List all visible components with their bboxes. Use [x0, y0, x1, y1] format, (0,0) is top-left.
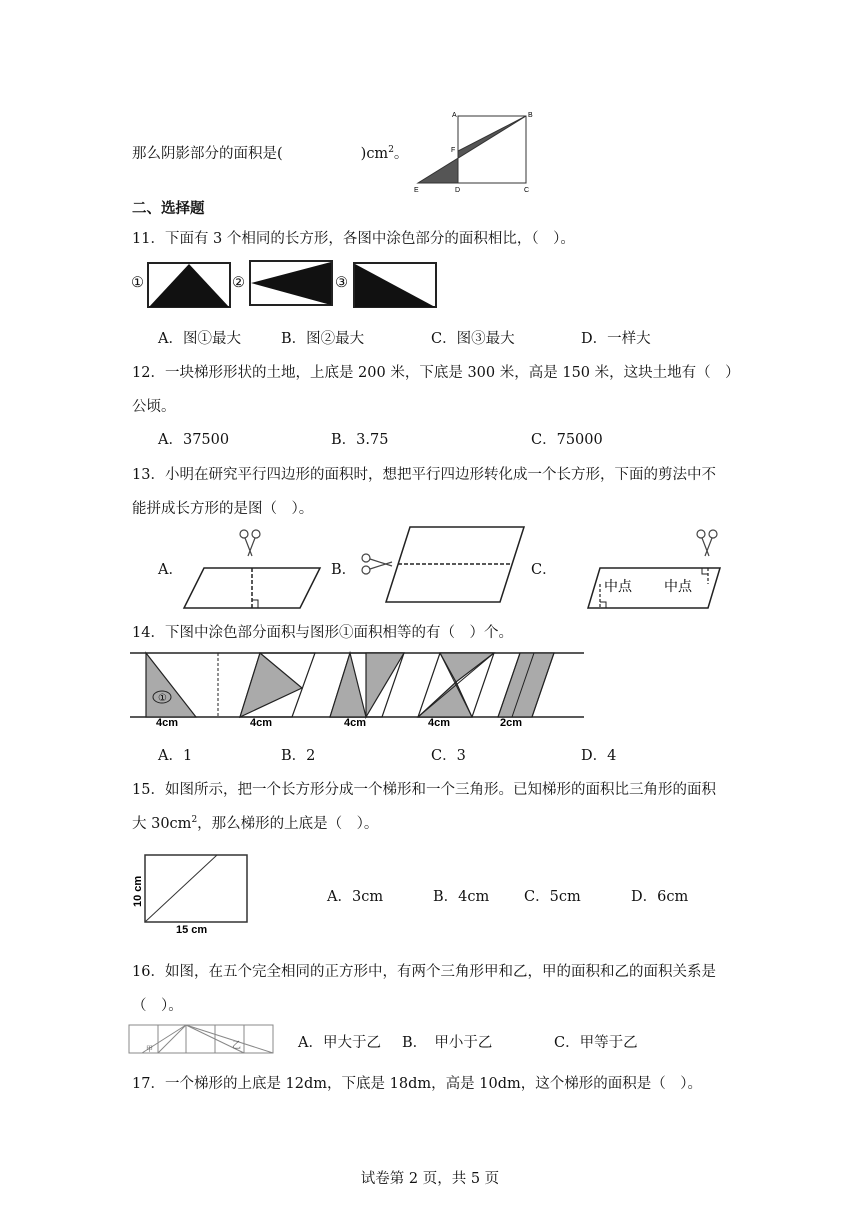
q12-option-a: A．37500 [158, 432, 230, 448]
midpoint-label-1: 中点 [604, 578, 632, 594]
q14-option-b: B．2 [281, 748, 316, 764]
q15-stem-line1: 15．如图所示，把一个长方形分成一个梯形和一个三角形。已知梯形的面积比三角形的面积 [132, 782, 716, 798]
q11-rect-1 [147, 262, 231, 308]
q11-fig-label-3: ③ [335, 275, 348, 291]
midpoint-label-2: 中点 [664, 578, 692, 594]
q14-option-a: A．1 [158, 748, 193, 764]
q15-option-b: B．4cm [433, 889, 490, 905]
label-c: C [524, 187, 530, 192]
q15-option-c: C．5cm [524, 889, 581, 905]
base-label-2: 4cm [250, 717, 273, 728]
q12-stem-line1: 12．一块梯形形状的土地，上底是 200 米，下底是 300 米，高是 150 米，这块土地有（ ） [132, 365, 740, 381]
height-label: 10 cm [132, 875, 144, 907]
q11-rect-2 [249, 260, 333, 306]
q13-stem-line2: 能拼成长方形的是图（ ）。 [132, 501, 314, 517]
q12-option-c: C．75000 [531, 432, 603, 448]
q15-figure [128, 850, 252, 936]
q12-option-b: B．3.75 [331, 432, 389, 448]
q14-option-c: C．3 [431, 748, 466, 764]
scissors-icon [240, 530, 260, 556]
q16-figure [128, 1024, 276, 1056]
q14-stem: 14．下图中涂色部分面积与图形①面积相等的有（ ）个。 [132, 625, 513, 641]
q13-option-c: C． [531, 562, 557, 578]
width-label: 15 cm [176, 924, 208, 936]
q11-option-c: C．图③最大 [431, 331, 515, 347]
triangle-yi-label: 乙 [232, 1040, 242, 1050]
q11-option-d: D．一样大 [581, 331, 651, 347]
q15-option-d: D．6cm [631, 889, 689, 905]
label-d: D [455, 187, 461, 192]
base-label-1: 4cm [156, 717, 179, 728]
q15-stem-line2: 大 $30cm^2$，那么梯形的上底是（ ）。 [132, 815, 379, 832]
base-label-5: 2cm [500, 717, 523, 728]
page-footer: 试卷第 2 页，共 5 页 [360, 1171, 500, 1187]
label-e: E [414, 187, 419, 192]
q11-option-b: B．图②最大 [281, 331, 365, 347]
base-label-4: 4cm [428, 717, 451, 728]
figure-1-label: ① [158, 693, 167, 704]
q17-stem: 17．一个梯形的上底是 12dm，下底是 18dm，高是 10dm，这个梯形的面积是（ ）。 [132, 1076, 702, 1092]
q14-option-d: D．4 [581, 748, 617, 764]
section-title: 二、选择题 [132, 200, 205, 217]
q15-option-a: A．3cm [327, 889, 384, 905]
label-a: A [452, 112, 457, 119]
q11-fig-label-1: ① [131, 275, 144, 291]
q16-option-c: C．甲等于乙 [554, 1035, 638, 1051]
q16-option-a: A．甲大于乙 [298, 1035, 381, 1051]
q13-stem-line1: 13．小明在研究平行四边形的面积时，想把平行四边形转化成一个长方形，下面的剪法中不 [132, 467, 716, 483]
q13-figure-a [180, 526, 328, 612]
q12-stem-line2: 公顷。 [132, 399, 176, 415]
q16-option-b: B． 甲小于乙 [402, 1035, 493, 1051]
label-f: F [451, 147, 456, 154]
q16-stem-line2: （ ）。 [132, 998, 183, 1014]
q13-figure-c [586, 526, 726, 612]
q11-fig-label-2: ② [232, 275, 245, 291]
q13-option-a: A． [158, 562, 183, 578]
q10-figure [408, 106, 538, 192]
scissors-icon [697, 530, 717, 556]
q11-rect-3 [353, 262, 437, 308]
triangle-jia-label: 甲 [146, 1046, 153, 1053]
q16-stem-line1: 16．如图，在五个完全相同的正方形中，有两个三角形甲和乙，甲的面积和乙的面积关系是 [132, 964, 716, 980]
q11-option-a: A．图①最大 [158, 331, 241, 347]
scissors-icon [362, 554, 392, 574]
base-label-3: 4cm [344, 717, 367, 728]
q13-figure-b [358, 524, 528, 606]
q14-figure [130, 648, 586, 728]
q11-stem: 11．下面有 3 个相同的长方形，各图中涂色部分的面积相比，（ ）。 [132, 231, 575, 247]
q13-option-b: B． [331, 562, 357, 578]
label-b: B [528, 112, 533, 119]
q10-line: 那么阴影部分的面积是( )$cm^2$。 [132, 145, 409, 162]
